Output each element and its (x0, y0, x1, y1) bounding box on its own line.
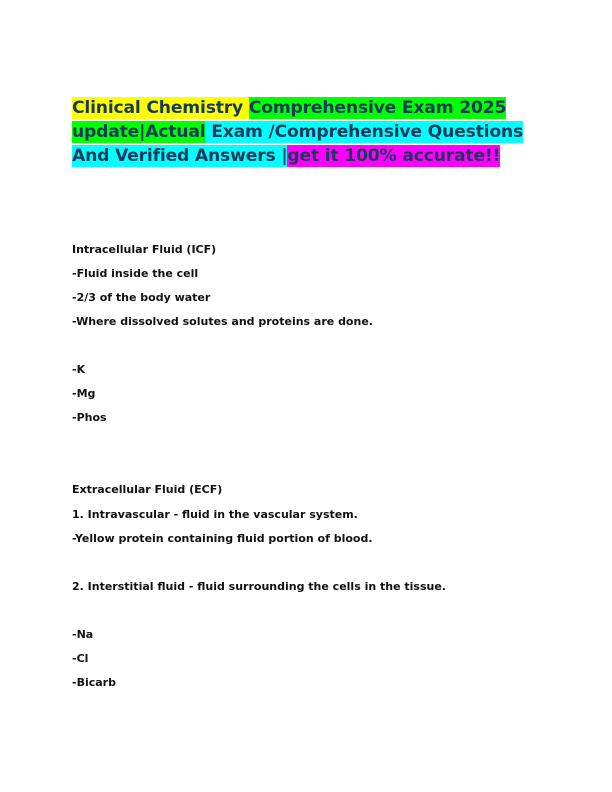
document-title (72, 96, 542, 168)
ecf-ion-2: -Cl (72, 652, 89, 665)
icf-heading: Intracellular Fluid (ICF) (72, 243, 217, 256)
icf-ion-2: -Mg (72, 387, 96, 400)
icf-line-2: -2/3 of the body water (72, 291, 211, 304)
icf-line-1: -Fluid inside the cell (72, 267, 199, 280)
title-segment-yellow: Clinical Chemistry (72, 98, 249, 118)
ecf-ion-3: -Bicarb (72, 676, 116, 689)
title-segment-green: Comprehensive Exam 2025 update|Actual (72, 98, 507, 142)
ecf-line-3: 2. Interstitial fluid - fluid surrounding the cells in the tissue. (72, 580, 446, 593)
title-segment-magenta: get it 100% accurate!! (287, 146, 501, 166)
icf-ion-1: -K (72, 363, 86, 376)
ecf-heading: Extracellular Fluid (ECF) (72, 483, 223, 496)
title-segment-cyan: Exam /Comprehensive Questions And Verified Answers | (72, 122, 523, 166)
ecf-line-2: -Yellow protein containing fluid portion of blood. (72, 532, 373, 545)
ecf-line-1: 1. Intravascular - fluid in the vascular system. (72, 508, 358, 521)
ecf-ion-1: -Na (72, 628, 94, 641)
icf-line-3: -Where dissolved solutes and proteins are done. (72, 315, 373, 328)
icf-ion-3: -Phos (72, 411, 107, 424)
